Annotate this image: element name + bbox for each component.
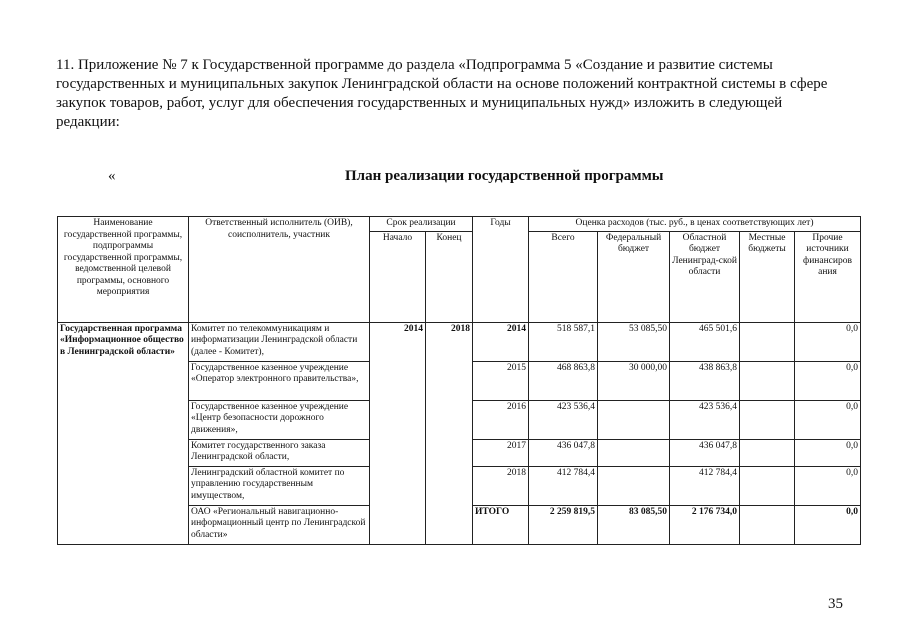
other-cell: 0,0 [795, 439, 861, 466]
other-cell: 0,0 [795, 466, 861, 505]
regional-cell: 436 047,8 [670, 439, 740, 466]
header-costs: Оценка расходов (тыс. руб., в ценах соответствующих лет) [529, 217, 861, 232]
header-executor: Ответственный исполнитель (ОИВ), соисполнитель, участник [189, 217, 370, 323]
total-cell: 436 047,8 [529, 439, 598, 466]
table-row [58, 322, 861, 361]
year-cell: 2018 [473, 466, 529, 505]
federal-cell [598, 400, 670, 439]
other-cell: 0,0 [795, 361, 861, 400]
federal-cell [598, 439, 670, 466]
header-name: Наименование государственной программы, подпрограммы государственной программы, ведомственной целевой программы, основного мероприятия [58, 217, 189, 323]
year-cell: 2014 [473, 322, 529, 361]
header-years: Годы [473, 217, 529, 323]
executor-cell: Комитет государственного заказа Ленинградской области, [189, 439, 370, 466]
year-cell: 2016 [473, 400, 529, 439]
executor-cell: Ленинградский областной комитет по управлению государственным имуществом, [189, 466, 370, 505]
other-cell: 0,0 [795, 400, 861, 439]
local-cell [740, 439, 795, 466]
local-cell [740, 400, 795, 439]
local-sum-cell [740, 505, 795, 544]
opening-quote: « [108, 168, 116, 184]
regional-sum-cell: 2 176 734,0 [670, 505, 740, 544]
end-year: 2018 [426, 322, 473, 544]
other-sum-cell: 0,0 [795, 505, 861, 544]
start-year: 2014 [370, 322, 426, 544]
header-end: Конец [426, 231, 473, 322]
local-cell [740, 466, 795, 505]
header-total: Всего [529, 231, 598, 322]
header-regional: Областной бюджет Ленинград-ской области [670, 231, 740, 322]
total-cell: 518 587,1 [529, 322, 598, 361]
year-cell: 2015 [473, 361, 529, 400]
federal-cell: 53 085,50 [598, 322, 670, 361]
total-cell: 412 784,4 [529, 466, 598, 505]
header-start: Начало [370, 231, 426, 322]
header-period: Срок реализации [370, 217, 473, 232]
itogo-label: ИТОГО [473, 505, 529, 544]
regional-cell: 465 501,6 [670, 322, 740, 361]
plan-table [57, 216, 861, 545]
header-local: Местные бюджеты [740, 231, 795, 322]
executor-cell: ОАО «Региональный навигационно-информационный центр по Ленинградской области» [189, 505, 370, 544]
total-cell: 423 536,4 [529, 400, 598, 439]
executor-cell: Государственное казенное учреждение «Центр безопасности дорожного движения», [189, 400, 370, 439]
plan-title: План реализации государственной программы [345, 168, 664, 184]
local-cell [740, 322, 795, 361]
regional-cell: 423 536,4 [670, 400, 740, 439]
program-name: Государственная программа «Информационное общество в Ленинградской области» [58, 322, 189, 544]
intro-paragraph: 11. Приложение № 7 к Государственной программе до раздела «Подпрограмма 5 «Создание и развитие системы государственных и муниципальных закупок Ленинградской области на основе положений контрактной системы в сфере закупок товаров, работ, услуг для обеспечения государственных и муниципальных нужд» изложить в следующей редакции: [56, 57, 828, 130]
executor-cell: Комитет по телекоммуникациям и информатизации Ленинградской области (далее - Комитет), [189, 322, 370, 361]
executor-cell: Государственное казенное учреждение «Оператор электронного правительства», [189, 361, 370, 400]
federal-sum-cell: 83 085,50 [598, 505, 670, 544]
total-sum-cell: 2 259 819,5 [529, 505, 598, 544]
regional-cell: 438 863,8 [670, 361, 740, 400]
header-row-1 [58, 217, 861, 232]
total-cell: 468 863,8 [529, 361, 598, 400]
federal-cell: 30 000,00 [598, 361, 670, 400]
header-federal: Федеральный бюджет [598, 231, 670, 322]
page-number: 35 [828, 596, 843, 612]
header-other: Прочие источники финансиров ания [795, 231, 861, 322]
regional-cell: 412 784,4 [670, 466, 740, 505]
year-cell: 2017 [473, 439, 529, 466]
other-cell: 0,0 [795, 322, 861, 361]
federal-cell [598, 466, 670, 505]
local-cell [740, 361, 795, 400]
